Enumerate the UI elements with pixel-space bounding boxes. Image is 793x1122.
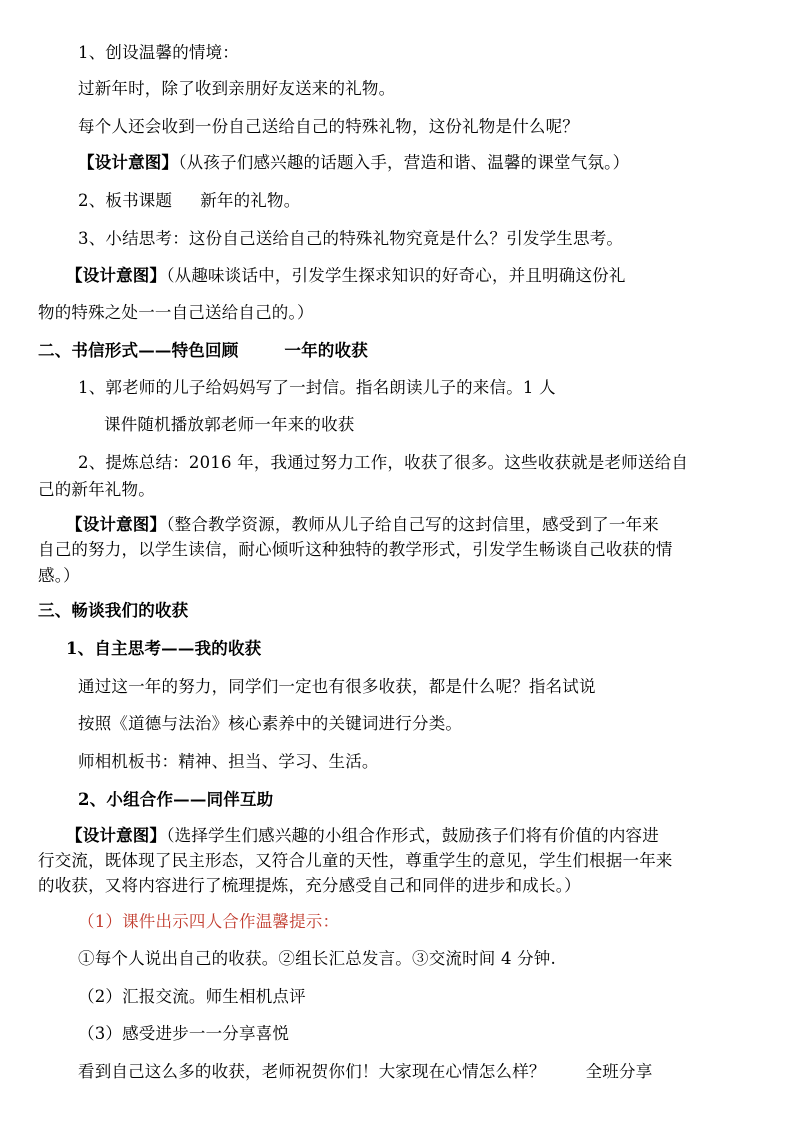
design-intent-text: （选择学生们感兴趣的小组合作形式，鼓励孩子们将有价值的内容进: [166, 826, 659, 845]
design-intent-line: [66, 514, 659, 536]
subsection-heading: 1、自主思考——我的收获: [66, 639, 262, 658]
paragraph-line: 师相机板书：精神、担当、学习、生活。: [78, 752, 379, 771]
design-intent-text: （从趣味谈话中，引发学生探求知识的好奇心，并且明确这份礼: [166, 266, 626, 285]
paragraph-line: ①每个人说出自己的收获。②组长汇总发言。③交流时间 4 分钟.: [78, 949, 556, 968]
closing-question: 看到自己这么多的收获，老师祝贺你们！大家现在心情怎么样？: [78, 1062, 546, 1081]
step-1-heading: 1、创设温馨的情境：: [78, 43, 239, 62]
design-intent-text: （整合教学资源，教师从儿子给自己写的这封信里，感受到了一年来: [166, 515, 659, 534]
design-intent-line: [78, 152, 629, 174]
step-3-line: 3、小结思考：这份自己送给自己的特殊礼物究竟是什么？引发学生思考。: [78, 229, 624, 248]
paragraph-line: 2、提炼总结：2016 年，我通过努力工作，收获了很多。这些收获就是老师送给自: [78, 453, 689, 472]
paragraph-line: 感。）: [38, 566, 80, 585]
step-2-title: 新年的礼物。: [200, 191, 301, 210]
paragraph-line: 按照《道德与法治》核心素养中的关键词进行分类。: [78, 714, 463, 733]
paragraph-line: 行交流，既体现了民主形态，又符合儿童的天性，尊重学生的意见，学生们根据一年来: [38, 851, 673, 870]
closing-action: 全班分享: [585, 1062, 653, 1081]
paragraph-line: 通过这一年的努力，同学们一定也有很多收获，都是什么呢？指名试说: [78, 677, 596, 696]
paragraph-line: 物的特殊之处一一自己送给自己的。）: [38, 303, 314, 322]
step-2-line: [78, 190, 300, 212]
paragraph-line: 的收获，又将内容进行了梳理提炼，充分感受自己和同伴的进步和成长。）: [38, 876, 581, 895]
paragraph-line: 己的新年礼物。: [38, 480, 155, 499]
subsection-heading: 2、小组合作——同伴互助: [78, 790, 274, 809]
section-2-heading: [38, 340, 368, 362]
section-2-subtitle: 一年的收获: [284, 341, 368, 360]
paragraph-line: 课件随机播放郭老师一年来的收获: [104, 415, 355, 434]
design-intent-line: [66, 825, 659, 847]
section-3-heading: 三、畅谈我们的收获: [38, 601, 189, 620]
design-intent-line: [66, 265, 626, 287]
paragraph-line: [78, 1061, 652, 1083]
design-intent-label: 【设计意图】: [66, 515, 167, 534]
paragraph-line: 过新年时，除了收到亲朋好友送来的礼物。: [78, 79, 396, 98]
design-intent-text: （从孩子们感兴趣的话题入手，营造和谐、温馨的课堂气氛。）: [178, 153, 630, 172]
paragraph-line: （2）汇报交流。师生相机点评: [78, 987, 306, 1006]
design-intent-label: 【设计意图】: [78, 153, 179, 172]
highlighted-line: （1）课件出示四人合作温馨提示：: [78, 912, 340, 931]
design-intent-label: 【设计意图】: [66, 826, 167, 845]
step-2-label: 2、板书课题: [78, 191, 173, 210]
paragraph-line: 每个人还会收到一份自己送给自己的特殊礼物，这份礼物是什么呢？: [78, 117, 579, 136]
paragraph-line: 自己的努力，以学生读信，耐心倾听这种独特的教学形式，引发学生畅谈自己收获的情: [38, 540, 673, 559]
paragraph-line: （3）感受进步一一分享喜悦: [78, 1024, 290, 1043]
section-2-title: 二、书信形式——特色回顾: [38, 341, 239, 360]
design-intent-label: 【设计意图】: [66, 266, 167, 285]
paragraph-line: 1、郭老师的儿子给妈妈写了一封信。指名朗读儿子的来信。1 人: [78, 378, 556, 397]
